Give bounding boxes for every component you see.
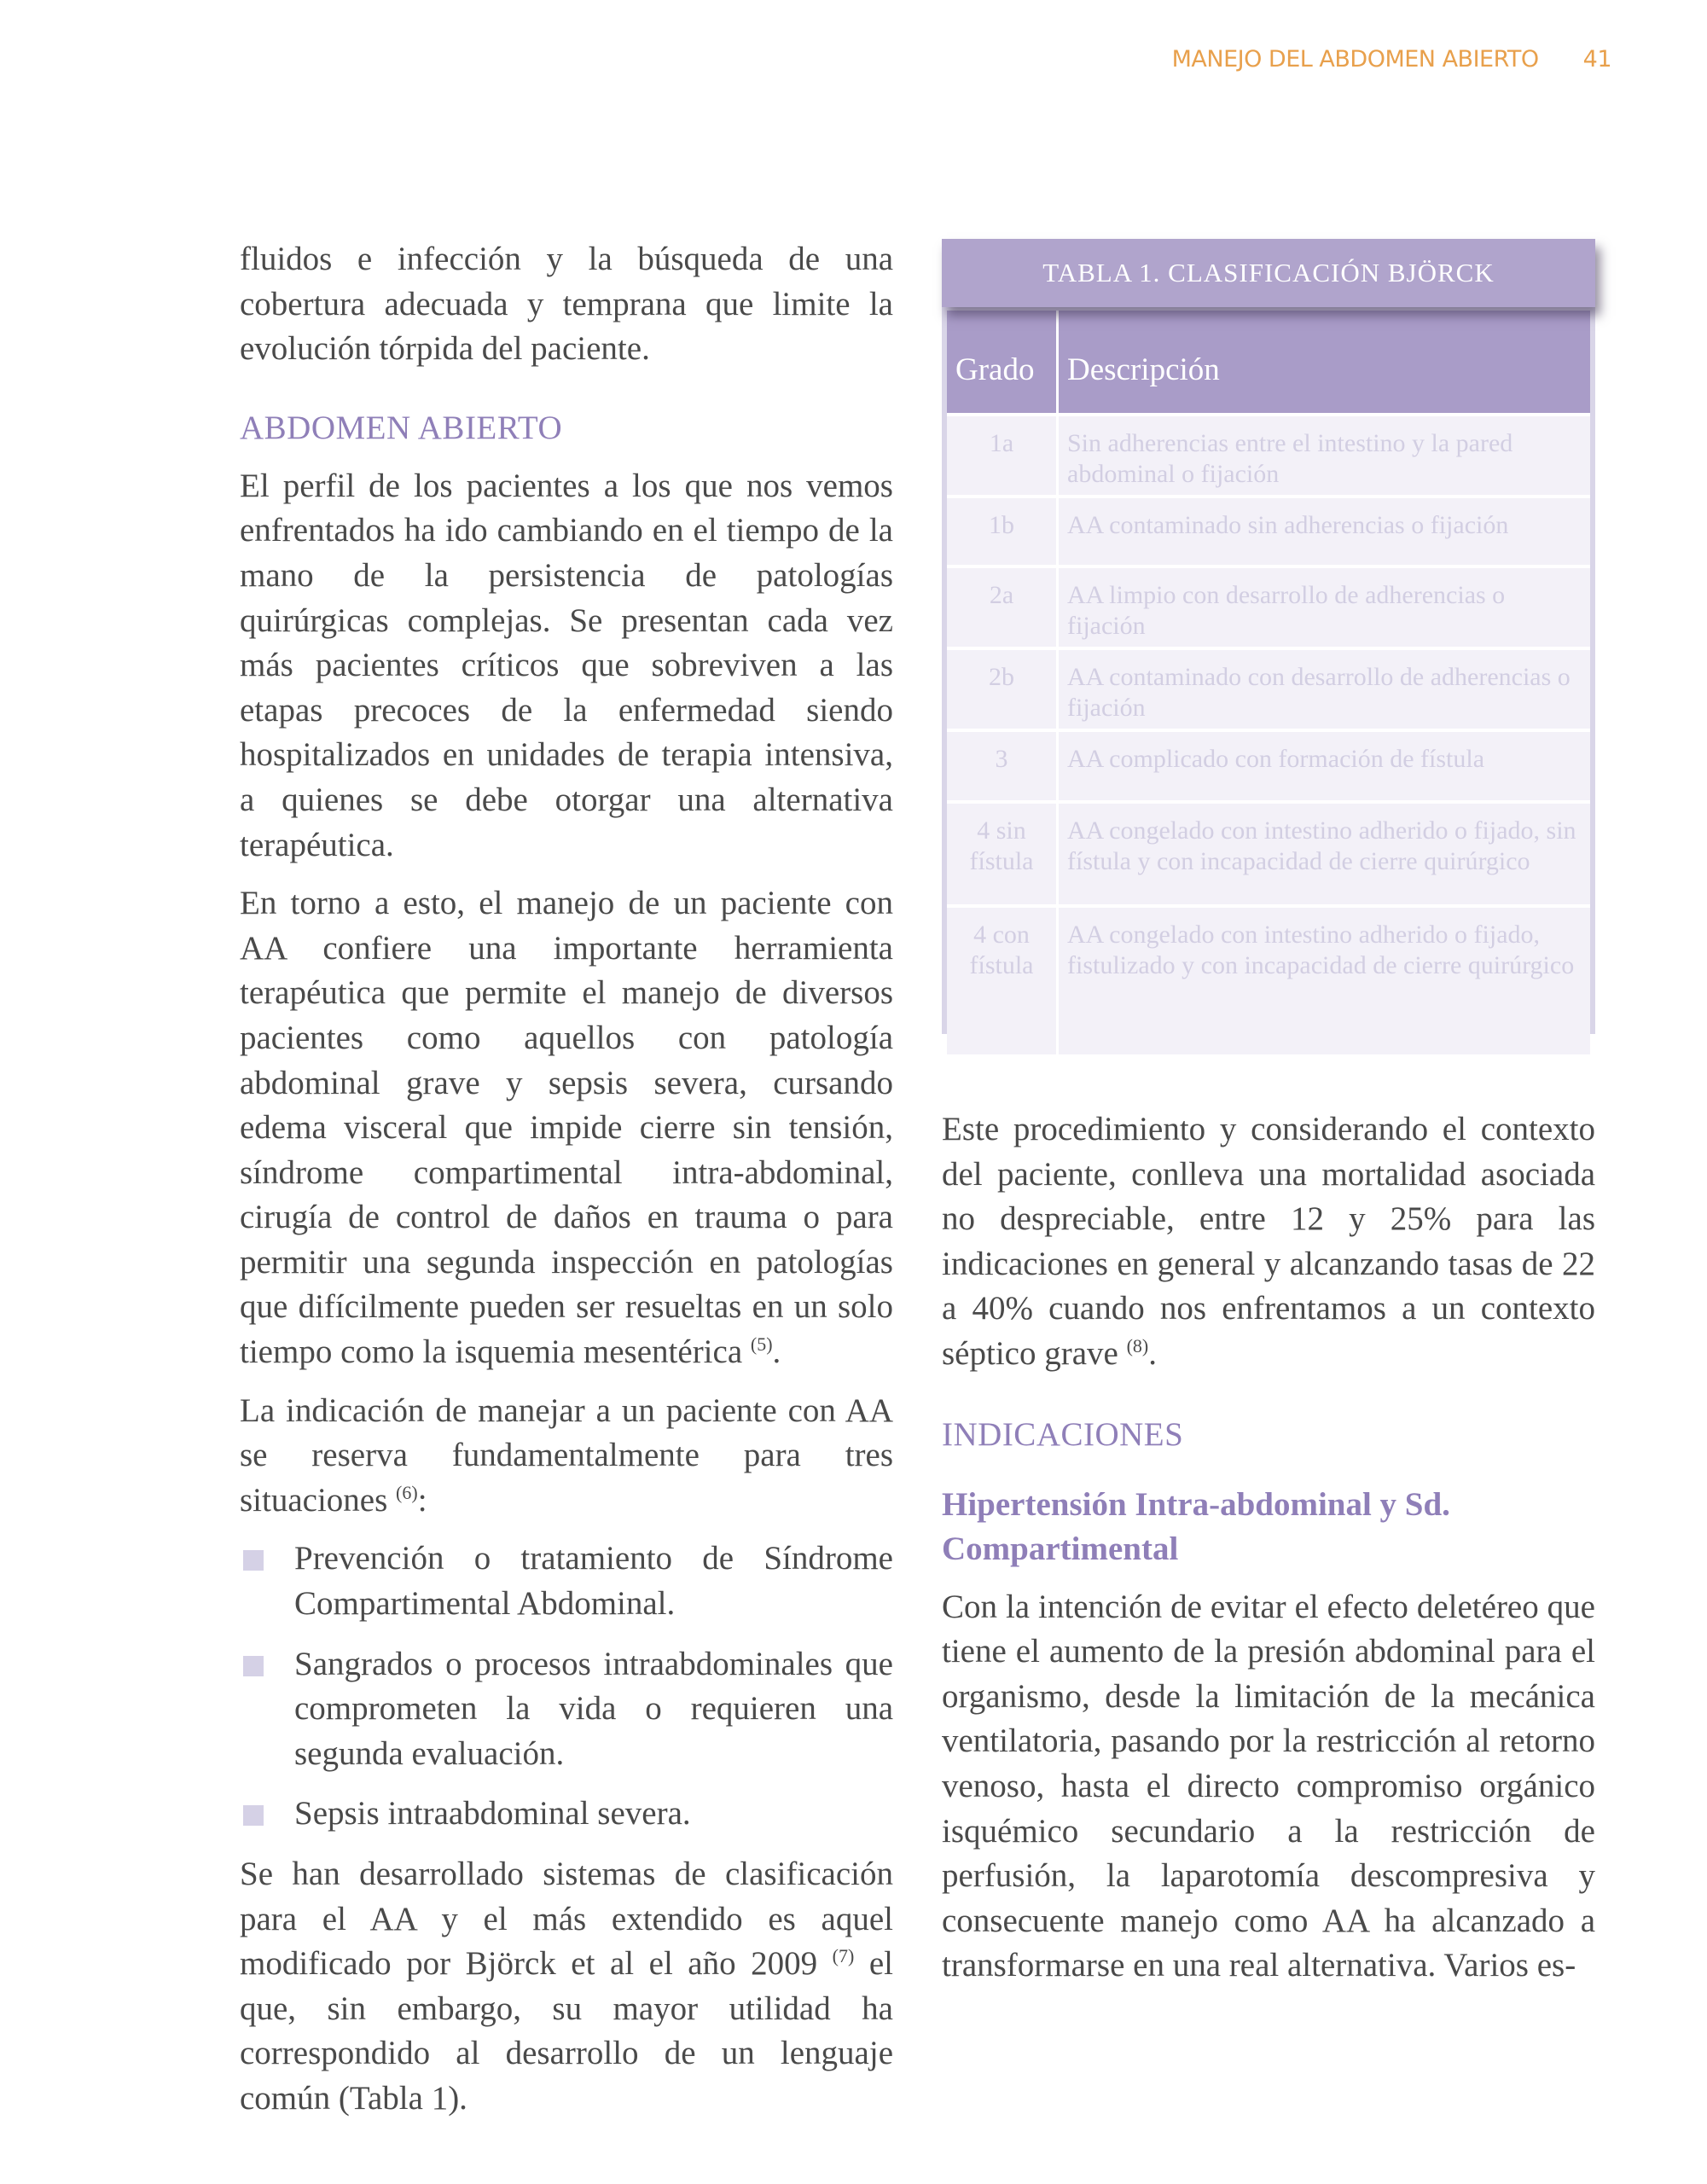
- paragraph: El perfil de los pacientes a los que nos vemos enfrentados ha ido cambiando en el tiempo de la mano de la persistencia de patologías quirúrgicas complejas. Se presentan cada vez más pacientes críticos que sobreviven a las etapas precoces de la enfermedad siendo hospitalizados en unidades de terapia intensiva, a quienes se debe otorgar una alternativa terapéutica.: [240, 467, 893, 863]
- cell-grado: 3: [947, 730, 1058, 802]
- paragraph: La indicación de manejar a un paciente con AA se reserva fundamentalmente para tres situaciones $^{(6)}$:: [240, 1391, 893, 1519]
- column-header-grado: Grado: [947, 311, 1058, 415]
- cell-descripcion: AA congelado con intestino adherido o fijado, sin fístula y con incapacidad de cierre quirúrgico: [1058, 802, 1591, 906]
- paragraph-intro: fluidos e infección y la búsqueda de una cobertura adecuada y temprana que limite la evolución tórpida del paciente.: [240, 241, 893, 368]
- list-item: Sepsis intraabdominal severa.: [240, 1792, 893, 1837]
- section-heading-indicaciones: INDICACIONES: [942, 1415, 1184, 1453]
- column-header-descripcion: Descripción: [1058, 311, 1591, 415]
- cell-grado: 4 sin fístula: [947, 802, 1058, 906]
- running-title: MANEJO DEL ABDOMEN ABIERTO: [1171, 46, 1539, 73]
- table-row: [947, 566, 1590, 648]
- paragraph: En torno a esto, el manejo de un paciente con AA confiere una importante herramienta terapéutica que permite el manejo de diversos pacientes como aquellos con patología abdominal grave y sepsis severa, cursando edema visceral que impide cierre sin tensión, síndrome compartimental intra-abdominal, cirugía de control de daños en trauma o para permitir una segunda inspección en patologías que difícilmente pueden ser resueltas en un solo tiempo como la isquemia mesentérica $^{(5)}$.: [240, 885, 893, 1371]
- indications-list: [240, 1536, 893, 1837]
- table-row: [947, 802, 1590, 906]
- citation-ref: (5): [750, 1333, 773, 1356]
- subheading-hipertension: Hipertensión Intra-abdominal y Sd. Compartimental: [942, 1485, 1450, 1567]
- citation-ref: (7): [832, 1945, 855, 1967]
- right-column: [942, 1107, 1595, 2002]
- citation-ref: (6): [396, 1481, 418, 1503]
- square-bullet-icon: [243, 1656, 264, 1676]
- bjorck-classification-table: [942, 239, 1595, 1034]
- citation-ref: (8): [1126, 1334, 1149, 1356]
- page-number: 41: [1582, 46, 1611, 73]
- table: [947, 311, 1590, 1054]
- list-item: Sangrados o procesos intraabdominales que comprometen la vida o requieren una segunda evaluación.: [240, 1642, 893, 1777]
- paragraph: Este procedimiento y considerando el contexto del paciente, conlleva una mortalidad asociada no despreciable, entre 12 y 25% para las indicaciones en general y alcanzando tasas de 22 a 40% cuando nos enfrentamos a un contexto séptico grave $^{(8)}$.: [942, 1111, 1595, 1372]
- paragraph: Se han desarrollado sistemas de clasificación para el AA y el más extendido es aquel modificado por Björck et al el año 2009 $^{(7)}$ el que, sin embargo, su mayor utilidad ha correspondido al desarrollo de un lenguaje común (Tabla 1).: [240, 1856, 893, 2117]
- cell-grado: 2a: [947, 566, 1058, 648]
- cell-descripcion: AA complicado con formación de fístula: [1058, 730, 1591, 802]
- square-bullet-icon: [243, 1805, 264, 1826]
- table-header-row: [947, 311, 1590, 415]
- table-row: [947, 415, 1590, 497]
- table-row: [947, 648, 1590, 730]
- table-title: TABLA 1. CLASIFICACIÓN BJÖRCK: [942, 239, 1595, 307]
- cell-grado: 4 con fístula: [947, 906, 1058, 1054]
- cell-grado: 1a: [947, 415, 1058, 497]
- table-row: [947, 730, 1590, 802]
- section-heading-abdomen-abierto: ABDOMEN ABIERTO: [240, 409, 563, 446]
- paragraph: Con la intención de evitar el efecto deletéreo que tiene el aumento de la presión abdominal para el organismo, desde la limitación de la mecánica ventilatoria, pasando por la restricción al retorno venoso, hasta el directo compromiso orgánico isquémico secundario a la restricción de perfusión, la laparotomía descompresiva y consecuente manejo como AA ha alcanzado a transformarse en una real alternativa. Varios es-: [942, 1588, 1595, 1984]
- table-row: [947, 906, 1590, 1054]
- cell-grado: 2b: [947, 648, 1058, 730]
- cell-descripcion: AA contaminado con desarrollo de adherencias o fijación: [1058, 648, 1591, 730]
- list-item: Prevención o tratamiento de Síndrome Compartimental Abdominal.: [240, 1536, 893, 1626]
- left-column: [240, 237, 893, 2135]
- cell-descripcion: AA congelado con intestino adherido o fijado, fistulizado y con incapacidad de cierre quirúrgico: [1058, 906, 1591, 1054]
- cell-descripcion: AA contaminado sin adherencias o fijación: [1058, 497, 1591, 566]
- cell-grado: 1b: [947, 497, 1058, 566]
- running-header: [1172, 46, 1611, 73]
- table-row: [947, 497, 1590, 566]
- cell-descripcion: AA limpio con desarrollo de adherencias o fijación: [1058, 566, 1591, 648]
- square-bullet-icon: [243, 1550, 264, 1571]
- cell-descripcion: Sin adherencias entre el intestino y la pared abdominal o fijación: [1058, 415, 1591, 497]
